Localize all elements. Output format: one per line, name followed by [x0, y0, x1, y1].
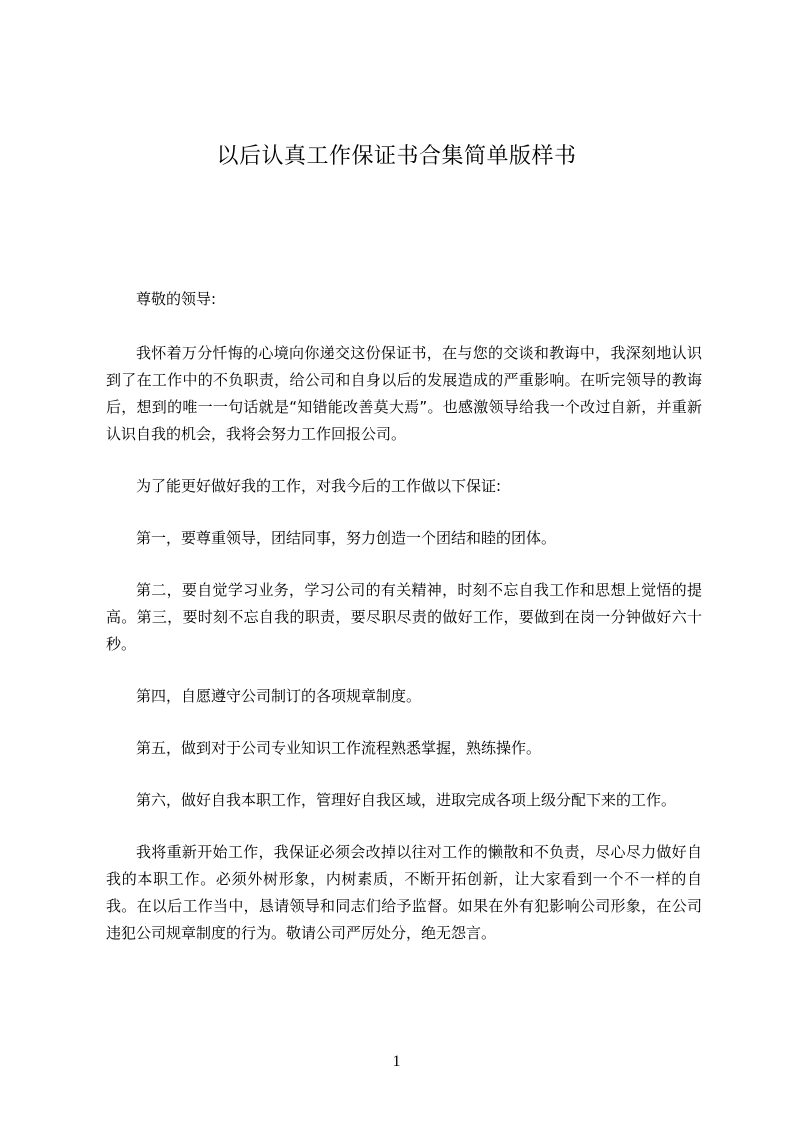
page-number: 1 — [392, 1053, 401, 1070]
paragraph-guarantee-intro: 为了能更好做好我的工作，对我今后的工作做以下保证: — [136, 477, 502, 495]
paragraph-point-5: 第五，做到对于公司专业知识工作流程熟悉掌握，熟练操作。 — [136, 739, 542, 757]
paragraph-point-6: 第六，做好自我本职工作，管理好自我区域，进取完成各项上级分配下来的工作。 — [136, 791, 677, 809]
paragraph-point-4: 第四，自愿遵守公司制订的各项规章制度。 — [136, 687, 422, 705]
paragraph-introduction: 我怀着万分忏悔的心境向你递交这份保证书，在与您的交谈和教诲中，我深刻地认识到了在工作中的不负职责，给公司和自身以后的发展造成的严重影响。在听完领导的教诲后，想到的唯一一句话就是“知错能改善莫大焉”。也感激领导给我一个改过自新，并重新认识自我的机会，我将会努力工作回报公司。 — [106, 344, 702, 443]
paragraph-point-1: 第一，要尊重领导，团结同事，努力创造一个团结和睦的团体。 — [136, 529, 557, 547]
salutation: 尊敬的领导: — [136, 290, 217, 308]
paragraph-point-2-3: 第二，要自觉学习业务，学习公司的有关精神，时刻不忘自我工作和思想上觉悟的提高。第三，要时刻不忘自我的职责，要尽职尽责的做好工作，要做到在岗一分钟做好六十秒。 — [106, 581, 702, 653]
document-title: 以后认真工作保证书合集简单版样书 — [216, 144, 577, 169]
paragraph-closing: 我将重新开始工作，我保证必须会改掉以往对工作的懒散和不负责，尽心尽力做好自我的本职工作。必须外树形象，内树素质，不断开拓创新，让大家看到一个不一样的自我。在以后工作当中，恳请领导和同志们给予监督。如果在外有犯影响公司形象，在公司违犯公司规章制度的行为。敬请公司严厉处分，绝无怨言。 — [106, 843, 702, 942]
document-body — [106, 286, 702, 972]
